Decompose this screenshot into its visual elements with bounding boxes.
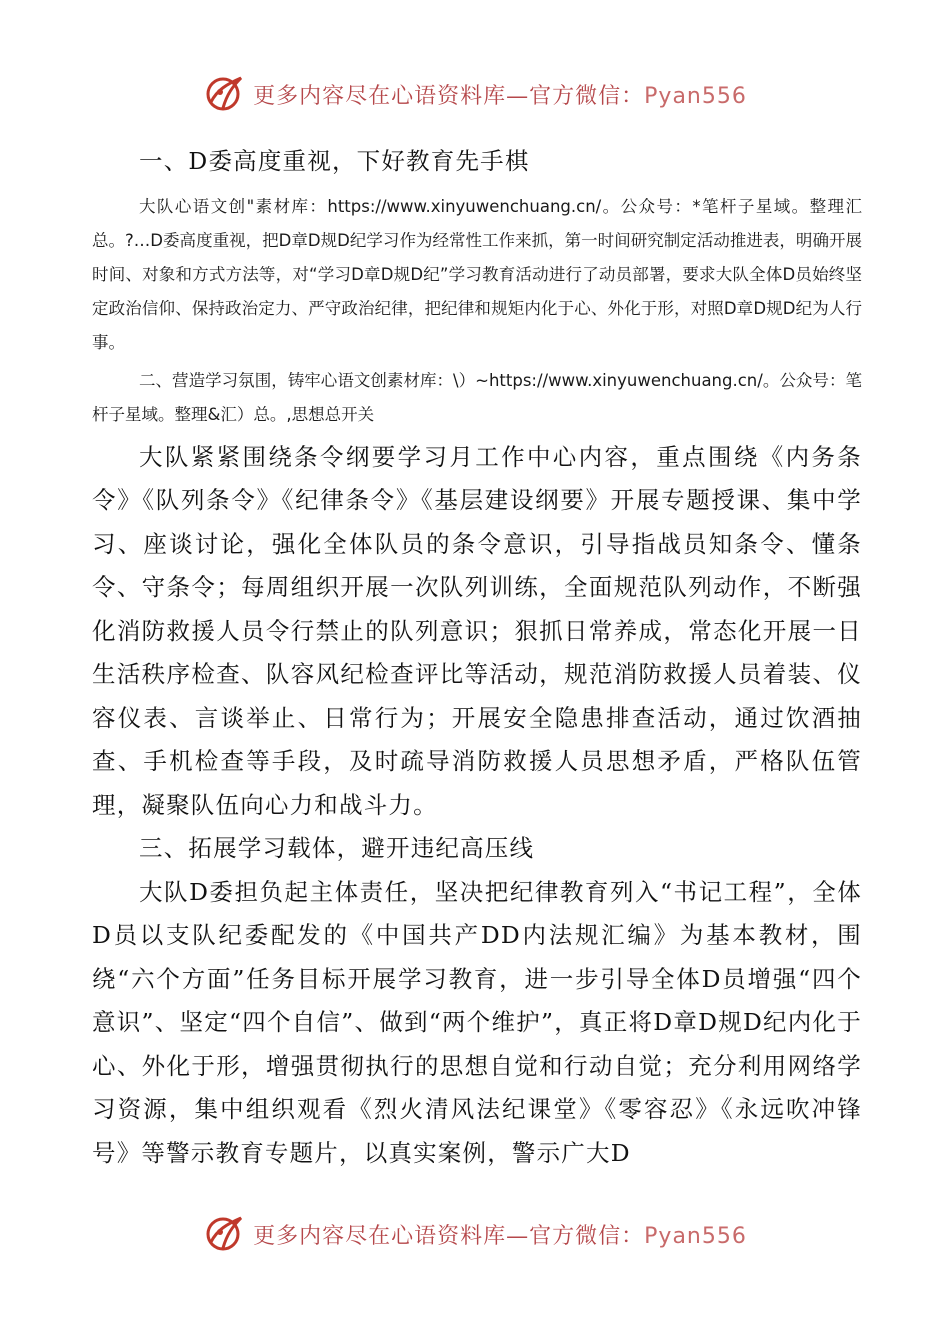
watermark-text: 更多内容尽在心语资料库—官方微信：Pyan556 <box>253 83 747 109</box>
wechat-id: Pyan556 <box>644 83 747 109</box>
header-watermark <box>0 72 950 116</box>
brand-logo-icon <box>203 72 247 116</box>
paragraph-2: 大队紧紧围绕条令纲要学习月工作中心内容，重点围绕《内务条令》《队列条令》《纪律条令》《基层建设纲要》开展专题授课、集中学习、座谈讨论，强化全体队员的条令意识，引导指战员知条令、懂条令、守条令；每周组织开展一次队列训练，全面规范队列动作，不断强化消防救援人员令行禁止的队列意识；狠抓日常养成，常态化开展一日生活秩序检查、队容风纪检查评比等活动，规范消防救援人员着装、仪容仪表、言谈举止、日常行为；开展安全隐患排查活动，通过饮酒抽查、手机检查等手段，及时疏导消防救援人员思想矛盾，严格队伍管理，凝聚队伍向心力和战斗力。 <box>92 442 862 819</box>
document-body <box>92 140 862 1175</box>
paragraph-1: 大队心语文创"素材库：https://www.xinyuwenchuang.cn/。公众号：*笔杆子星域。整理汇总。?…D委高度重视，把D章D规D纪学习作为经常性工作来抓，第一时间研究制定活动推进表，明确开展时间、对象和方式方法等，对“学习D章D规D纪”学习教育活动进行了动员部署，要求大队全体D员始终坚定政治信仰、保持政治定力、严守政治纪律，把纪律和规矩内化于心、外化于形，对照D章D规D纪为人行事。 <box>92 196 862 352</box>
watermark-text: 更多内容尽在心语资料库—官方微信：Pyan556 <box>253 1223 747 1249</box>
paragraph-3: 大队D委担负起主体责任，坚决把纪律教育列入“书记工程”，全体D员以支队纪委配发的《中国共产DD内法规汇编》为基本教材，围绕“六个方面”任务目标开展学习教育，进一步引导全体D员增强“四个意识”、坚定“四个自信”、做到“两个维护”，真正将D章D规D纪内化于心、外化于形，增强贯彻执行的思想自觉和行动自觉；充分利用网络学习资源，集中组织观看《烈火清风法纪课堂》《零容忍》《永远吹冲锋号》等警示教育专题片，以真实案例，警示广大D <box>92 877 862 1167</box>
brand-logo-icon <box>203 1212 247 1256</box>
wechat-id: Pyan556 <box>644 1223 747 1249</box>
section-heading-1: 一、D委高度重视，下好教育先手棋 <box>139 147 530 175</box>
footer-watermark <box>0 1212 950 1256</box>
section-heading-3: 三、拓展学习载体，避开违纪高压线 <box>139 834 535 862</box>
section-heading-2: 二、营造学习氛围，铸牢心语文创素材库：\）~https://www.xinyuwenchuang.cn/。公众号：笔杆子星域。整理&汇）总。,思想总开关 <box>92 370 862 424</box>
